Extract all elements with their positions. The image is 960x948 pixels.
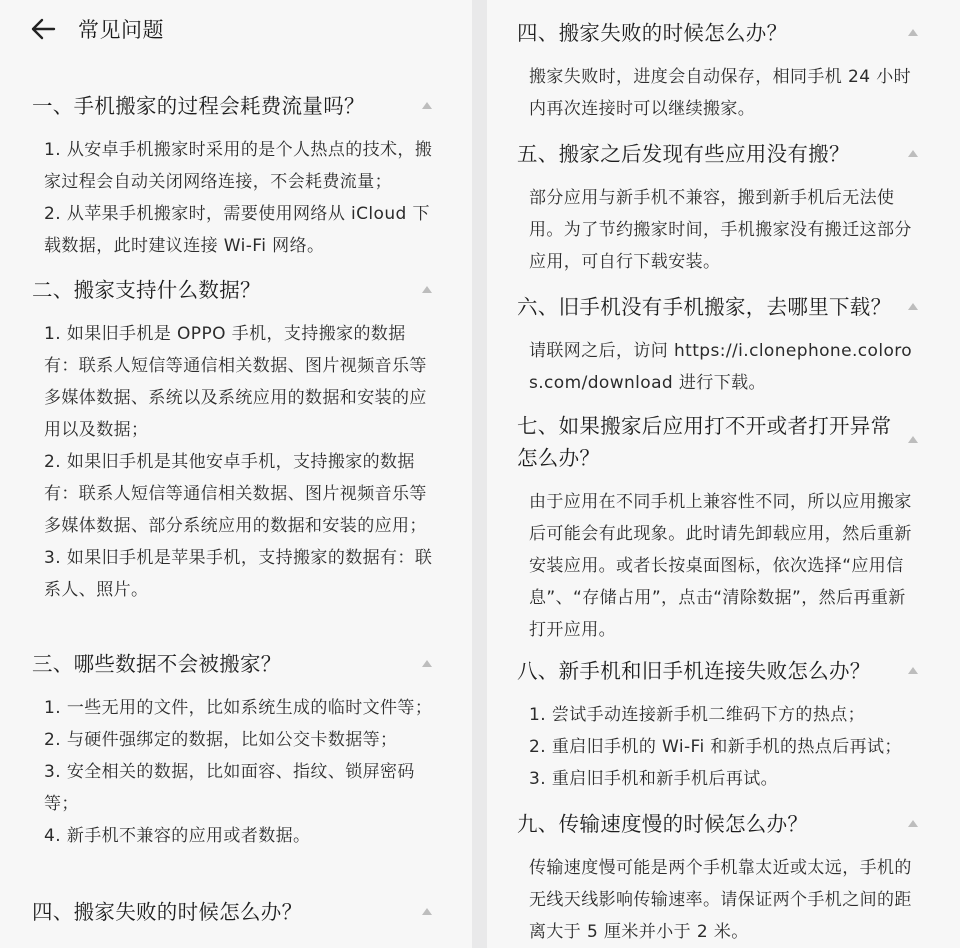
answer-line: 传输速度慢可能是两个手机靠太近或太远，手机的无线天线影响传输速率。请保证两个手机之间的距离大于 5 厘米并小于 2 米。: [529, 858, 912, 942]
collapse-caret-icon[interactable]: [908, 667, 918, 674]
faq-question: 一、手机搬家的过程会耗费流量吗？: [32, 94, 365, 118]
collapse-caret-icon[interactable]: [422, 102, 432, 109]
answer-line: 请联网之后，访问 https://i.clonephone.coloros.com/download 进行下载。: [529, 341, 913, 393]
collapse-caret-icon[interactable]: [422, 286, 432, 293]
collapse-caret-icon[interactable]: [422, 660, 432, 667]
faq-item: [0, 648, 472, 852]
answer-line: 部分应用与新手机不兼容，搬到新手机后无法使用。为了节约搬家时间，手机搬家没有搬迁这部分应用，可自行下载安装。: [529, 188, 912, 272]
faq-question-row[interactable]: [487, 138, 960, 170]
faq-answer: [529, 182, 921, 278]
collapse-caret-icon[interactable]: [422, 908, 432, 915]
faq-question-row[interactable]: [487, 291, 960, 323]
faq-answer: [44, 318, 436, 606]
faq-question-row[interactable]: [0, 274, 472, 306]
faq-answer: [529, 699, 921, 795]
top-bar: [30, 14, 164, 44]
back-arrow-icon[interactable]: [30, 16, 56, 42]
faq-question-row[interactable]: [487, 655, 960, 687]
answer-line: 2. 如果旧手机是其他安卓手机，支持搬家的数据有：联系人短信等通信相关数据、图片视频音乐等多媒体数据、部分系统应用的数据和安装的应用；: [44, 452, 427, 536]
faq-question-row[interactable]: [0, 648, 472, 680]
faq-question: 三、哪些数据不会被搬家？: [32, 652, 282, 676]
faq-item: [0, 896, 472, 928]
faq-item: [487, 17, 960, 125]
collapse-caret-icon[interactable]: [908, 820, 918, 827]
collapse-caret-icon[interactable]: [908, 150, 918, 157]
faq-question-row[interactable]: [487, 17, 960, 49]
faq-item: [487, 808, 960, 948]
answer-line: 2. 与硬件强绑定的数据，比如公交卡数据等；: [44, 730, 398, 750]
answer-line: 1. 从安卓手机搬家时采用的是个人热点的技术，搬家过程会自动关闭网络连接，不会耗费流量；: [44, 140, 433, 192]
faq-question: 八、新手机和旧手机连接失败怎么办？: [517, 659, 871, 683]
page-title: 常见问题: [78, 18, 164, 42]
answer-line: 2. 从苹果手机搬家时，需要使用网络从 iCloud 下载数据，此时建议连接 Wi-Fi 网络。: [44, 204, 430, 256]
faq-panel-left: [0, 0, 472, 948]
faq-question: 七、如果搬家后应用打不开或者打开异常怎么办？: [517, 414, 892, 470]
faq-question: 二、搬家支持什么数据？: [32, 278, 261, 302]
faq-answer: [44, 134, 436, 262]
collapse-caret-icon[interactable]: [908, 303, 918, 310]
faq-answer: [529, 61, 921, 125]
answer-line: 3. 安全相关的数据，比如面容、指纹、锁屏密码等；: [44, 762, 415, 814]
faq-question: 四、搬家失败的时候怎么办？: [517, 21, 788, 45]
answer-line: 1. 如果旧手机是 OPPO 手机，支持搬家的数据有：联系人短信等通信相关数据、图片视频音乐等多媒体数据、系统以及系统应用的数据和安装的应用以及数据；: [44, 324, 427, 440]
answer-line: 4. 新手机不兼容的应用或者数据。: [44, 826, 311, 846]
answer-line: 3. 如果旧手机是苹果手机，支持搬家的数据有：联系人、照片。: [44, 548, 433, 600]
faq-question: 六、旧手机没有手机搬家，去哪里下载？: [517, 295, 892, 319]
answer-line: 搬家失败时，进度会自动保存，相同手机 24 小时内再次连接时可以继续搬家。: [529, 67, 912, 119]
faq-question: 五、搬家之后发现有些应用没有搬？: [517, 142, 850, 166]
faq-answer: [529, 335, 921, 399]
answer-line: 3. 重启旧手机和新手机后再试。: [529, 769, 779, 789]
faq-question-row[interactable]: [0, 896, 472, 928]
faq-item: [487, 655, 960, 795]
faq-answer: [529, 486, 921, 646]
faq-answer: [529, 852, 921, 948]
faq-item: [487, 291, 960, 399]
faq-question-row[interactable]: [487, 410, 960, 474]
faq-answer: [44, 692, 436, 852]
answer-line: 1. 尝试手动连接新手机二维码下方的热点；: [529, 705, 866, 725]
faq-question-row[interactable]: [0, 90, 472, 122]
collapse-caret-icon[interactable]: [908, 436, 918, 443]
faq-panel-right: [487, 0, 960, 948]
faq-item: [0, 90, 472, 262]
answer-line: 2. 重启旧手机的 Wi-Fi 和新手机的热点后再试；: [529, 737, 902, 757]
faq-question: 九、传输速度慢的时候怎么办？: [517, 812, 809, 836]
faq-question: 四、搬家失败的时候怎么办？: [32, 900, 303, 924]
collapse-caret-icon[interactable]: [908, 29, 918, 36]
faq-question-row[interactable]: [487, 808, 960, 840]
faq-item: [487, 410, 960, 646]
faq-item: [0, 274, 472, 606]
faq-item: [487, 138, 960, 278]
answer-line: 由于应用在不同手机上兼容性不同，所以应用搬家后可能会有此现象。此时请先卸载应用，然后重新安装应用。或者长按桌面图标，依次选择“应用信息”、“存储占用”，点击“清除数据”，然后再重新打开应用。: [529, 492, 912, 640]
answer-line: 1. 一些无用的文件，比如系统生成的临时文件等；: [44, 698, 433, 718]
